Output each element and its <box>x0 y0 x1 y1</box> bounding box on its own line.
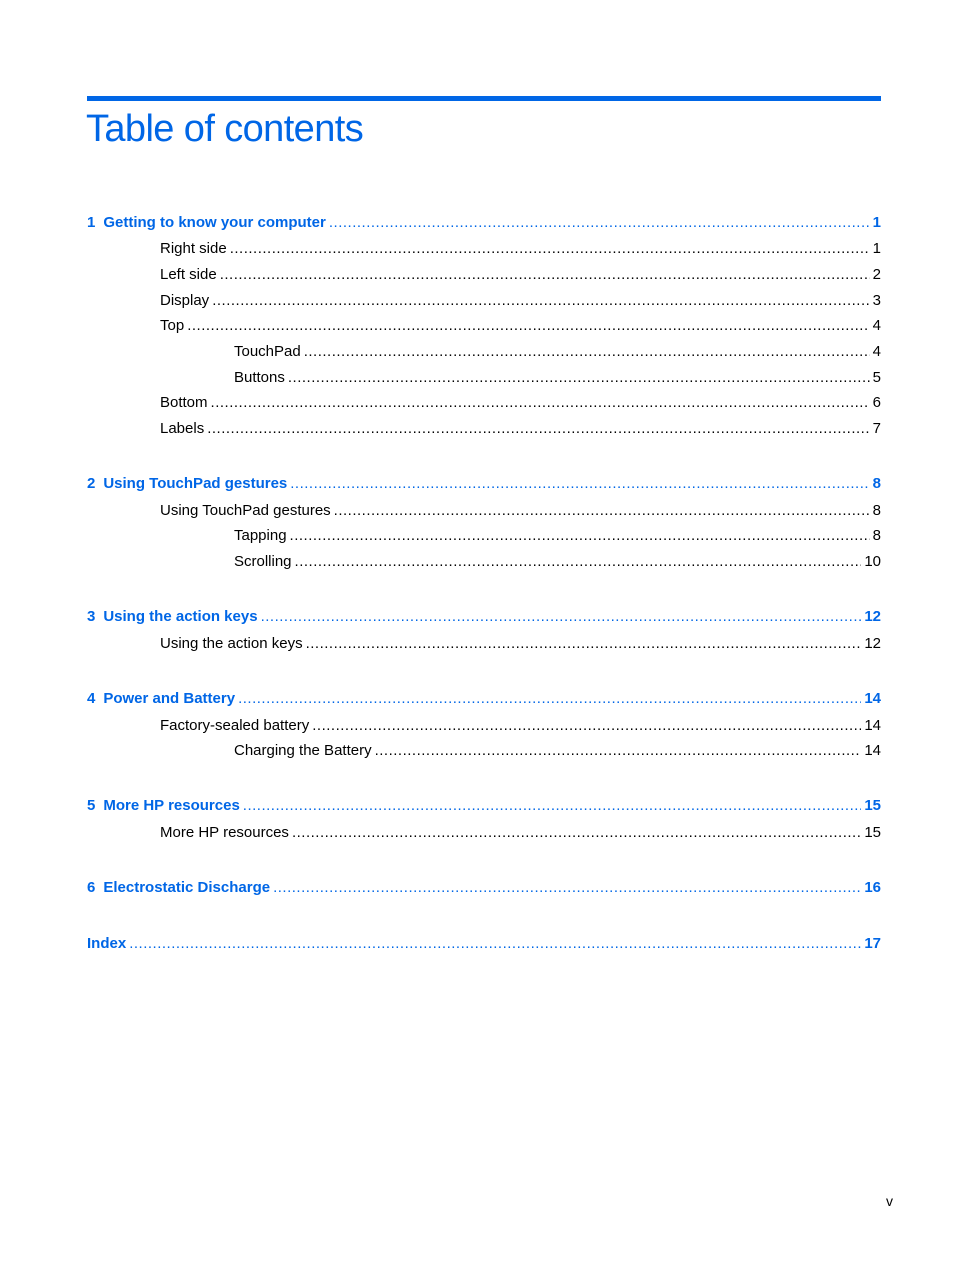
toc-subentry[interactable] <box>234 741 881 761</box>
toc-entry-label: Charging the Battery <box>234 742 372 759</box>
toc-page-number: 8 <box>872 502 881 519</box>
toc-page-number: 4 <box>872 317 881 334</box>
dot-leader <box>288 368 870 388</box>
toc-page-number: 2 <box>872 266 881 283</box>
toc-page-number: 10 <box>864 553 881 570</box>
toc-entry[interactable] <box>160 393 881 413</box>
toc-chapter-number: 2 <box>87 475 96 492</box>
toc-entry[interactable] <box>160 419 881 439</box>
toc-entry-label: Using TouchPad gestures <box>103 475 288 492</box>
dot-leader <box>207 419 869 439</box>
toc-entry-label: Scrolling <box>234 553 292 570</box>
dot-leader <box>261 607 862 627</box>
dot-leader <box>292 823 861 843</box>
toc-entry-label: Electrostatic Discharge <box>103 879 271 896</box>
dot-leader <box>211 393 870 413</box>
toc-chapter-1[interactable] <box>87 213 881 233</box>
toc-chapter-number: 5 <box>87 797 96 814</box>
toc-entry[interactable] <box>160 634 881 654</box>
page-number: v <box>886 1193 893 1209</box>
toc-entry-label: Using TouchPad gestures <box>160 502 331 519</box>
toc-entry[interactable] <box>160 265 881 285</box>
page-title: Table of contents <box>86 108 364 150</box>
toc-page-number: 17 <box>864 935 881 952</box>
toc-page-number: 8 <box>872 475 881 492</box>
heading-rule <box>87 96 881 101</box>
dot-leader <box>306 634 862 654</box>
toc-entry-label: Power and Battery <box>103 690 236 707</box>
toc-chapter-5[interactable] <box>87 796 881 816</box>
toc-subentry[interactable] <box>234 368 881 388</box>
dot-leader <box>238 689 861 709</box>
dot-leader <box>212 291 869 311</box>
toc-page-number: 1 <box>872 240 881 257</box>
toc-page-number: 15 <box>864 797 881 814</box>
toc-chapter-number: 4 <box>87 690 96 707</box>
toc-entry[interactable] <box>160 291 881 311</box>
toc-entry-label: Labels <box>160 420 205 437</box>
toc-page-number: 12 <box>864 635 881 652</box>
dot-leader <box>129 934 861 954</box>
dot-leader <box>329 213 870 233</box>
toc-page-number: 14 <box>864 690 881 707</box>
toc-chapter-number: 6 <box>87 879 96 896</box>
toc-chapter-number: 1 <box>87 214 96 231</box>
toc-entry-label: More HP resources <box>160 824 289 841</box>
toc-page-number: 12 <box>864 608 881 625</box>
toc-subentry[interactable] <box>234 342 881 362</box>
toc-entry-label: TouchPad <box>234 343 301 360</box>
toc-entry-label: Right side <box>160 240 227 257</box>
dot-leader <box>334 501 870 521</box>
dot-leader <box>273 878 861 898</box>
toc-page-number: 15 <box>864 824 881 841</box>
toc-entry-label: Factory-sealed battery <box>160 717 310 734</box>
toc-page-number: 14 <box>864 742 881 759</box>
toc-entry[interactable] <box>160 239 881 259</box>
toc-page-number: 1 <box>872 214 881 231</box>
dot-leader <box>295 552 862 572</box>
dot-leader <box>187 316 869 336</box>
toc-index[interactable] <box>87 934 881 954</box>
toc-entry-label: Using the action keys <box>103 608 258 625</box>
toc-entry-label: Tapping <box>234 527 287 544</box>
toc-entry-label: Index <box>87 935 127 952</box>
toc-subentry[interactable] <box>234 552 881 572</box>
toc-page-number: 8 <box>872 527 881 544</box>
dot-leader <box>230 239 870 259</box>
toc-page-number: 6 <box>872 394 881 411</box>
dot-leader <box>290 474 869 494</box>
toc-chapter-3[interactable] <box>87 607 881 627</box>
toc-entry-label: Getting to know your computer <box>103 214 326 231</box>
toc-entry[interactable] <box>160 716 881 736</box>
toc-page-number: 16 <box>864 879 881 896</box>
toc-chapter-number: 3 <box>87 608 96 625</box>
toc-page-number: 14 <box>864 717 881 734</box>
dot-leader <box>290 526 870 546</box>
toc-page-number: 5 <box>872 369 881 386</box>
toc-entry[interactable] <box>160 316 881 336</box>
dot-leader <box>312 716 861 736</box>
dot-leader <box>243 796 862 816</box>
dot-leader <box>304 342 870 362</box>
toc-page-number: 7 <box>872 420 881 437</box>
toc-chapter-4[interactable] <box>87 689 881 709</box>
toc-page-number: 4 <box>872 343 881 360</box>
toc-entry-label: Bottom <box>160 394 208 411</box>
toc-entry-label: Display <box>160 292 210 309</box>
toc-chapter-6[interactable] <box>87 878 881 898</box>
toc-entry-label: Left side <box>160 266 217 283</box>
toc-entry[interactable] <box>160 501 881 521</box>
toc-entry-label: More HP resources <box>103 797 240 814</box>
dot-leader <box>375 741 862 761</box>
toc-entry-label: Top <box>160 317 185 334</box>
toc-entry-label: Using the action keys <box>160 635 303 652</box>
toc-entry[interactable] <box>160 823 881 843</box>
toc-page-number: 3 <box>872 292 881 309</box>
toc-subentry[interactable] <box>234 526 881 546</box>
toc-entry-label: Buttons <box>234 369 285 386</box>
dot-leader <box>220 265 870 285</box>
toc-chapter-2[interactable] <box>87 474 881 494</box>
